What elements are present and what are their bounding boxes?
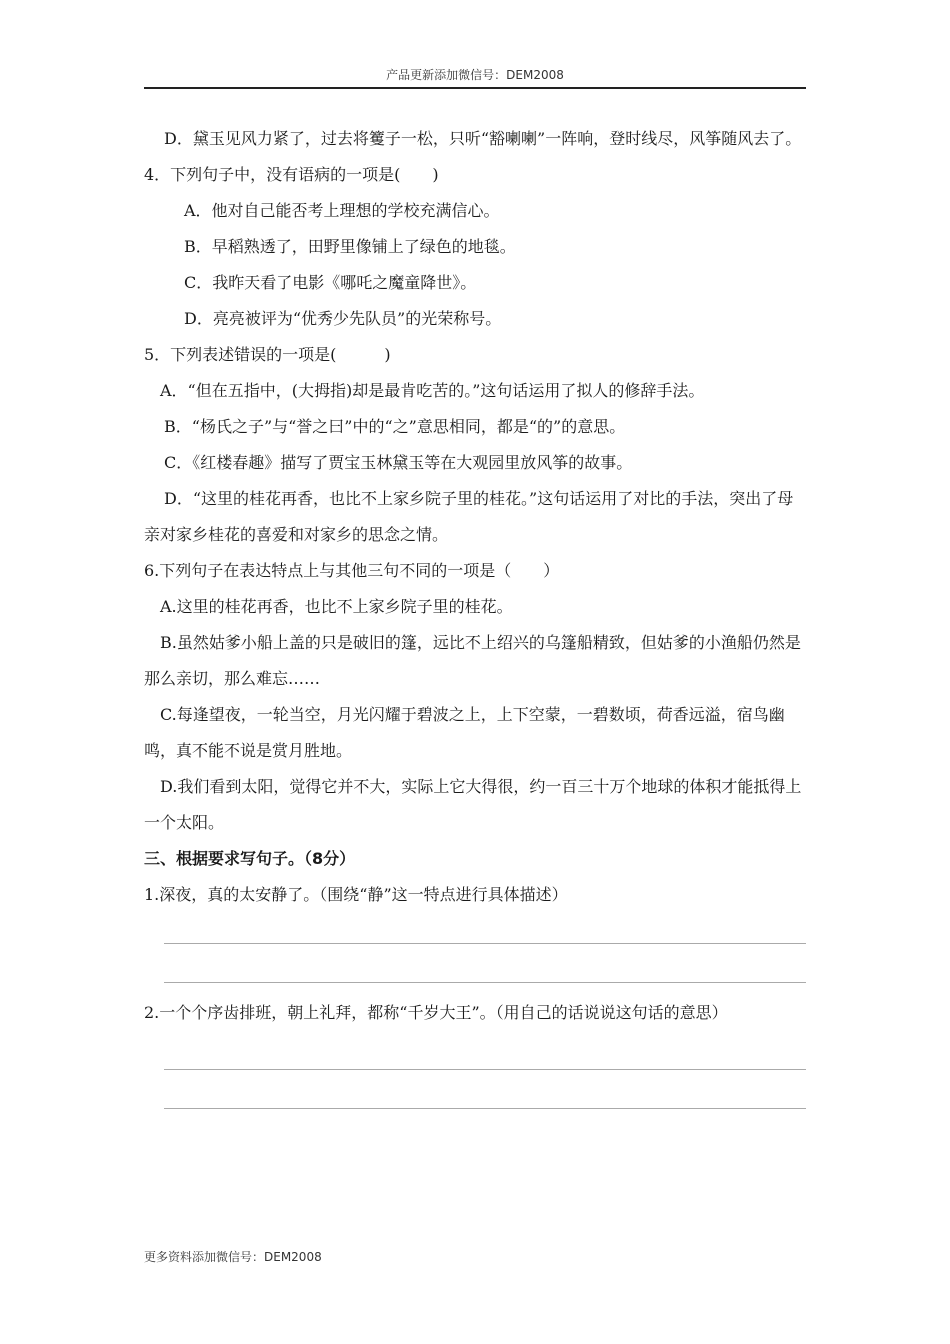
q6-option-d: D.我们看到太阳，觉得它并不大，实际上它大得很，约一百三十万个地球的体积才能抵得上一个太阳。 — [144, 777, 802, 832]
answer-line-4[interactable] — [164, 1108, 806, 1109]
q5-option-d: D．“这里的桂花再香，也比不上家乡院子里的桂花。”这句话运用了对比的手法，突出了母亲对家乡桂花的喜爱和对家乡的思念之情。 — [144, 489, 794, 544]
q6-option-a: A.这里的桂花再香，也比不上家乡院子里的桂花。 — [160, 597, 513, 616]
q5-stem: 5．下列表述错误的一项是( ) — [144, 345, 391, 364]
q6-option-b: B.虽然姑爹小船上盖的只是破旧的篷，远比不上绍兴的乌篷船精致，但姑爹的小渔船仍然是那么亲切，那么难忘…… — [144, 633, 801, 688]
section-3-question-1: 1.深夜，真的太安静了。（围绕“静”这一特点进行具体描述） — [144, 885, 568, 904]
header-divider — [144, 87, 806, 89]
section-3-question-2: 2.一个个序齿排班，朝上礼拜，都称“千岁大王”。（用自己的话说说这句话的意思） — [144, 1003, 728, 1022]
q4-option-a: A．他对自己能否考上理想的学校充满信心。 — [184, 201, 500, 220]
q6-stem: 6.下列句子在表达特点上与其他三句不同的一项是（ ） — [144, 561, 560, 580]
q5-option-c: C．《红楼春趣》描写了贾宝玉林黛玉等在大观园里放风筝的故事。 — [164, 453, 633, 472]
page-footer: 更多资料添加微信号：DEM2008 — [144, 1250, 322, 1264]
q4-stem: 4．下列句子中，没有语病的一项是( ) — [144, 165, 439, 184]
q6-option-c: C.每逢望夜，一轮当空，月光闪耀于碧波之上，上下空蒙，一碧数顷，荷香远溢，宿鸟幽鸣，真不能不说是赏月胜地。 — [144, 705, 785, 760]
q5-option-a: A．“但在五指中，(大拇指)却是最肯吃苦的。”这句话运用了拟人的修辞手法。 — [160, 381, 705, 400]
q3-option-d: D．黛玉见风力紧了，过去将籆子一松，只听“豁喇喇”一阵响，登时线尽，风筝随风去了。 — [164, 129, 802, 148]
section-3-heading: 三、根据要求写句子。（8分） — [144, 849, 356, 868]
document-body — [144, 121, 806, 1109]
q4-option-d: D．亮亮被评为“优秀少先队员”的光荣称号。 — [184, 309, 502, 328]
q4-option-c: C．我昨天看了电影《哪吒之魔童降世》。 — [184, 273, 477, 292]
page-header: 产品更新添加微信号：DEM2008 — [386, 68, 564, 82]
q4-option-b: B．早稻熟透了，田野里像铺上了绿色的地毯。 — [184, 237, 516, 256]
q5-option-b: B．“杨氏之子”与“誉之曰”中的“之”意思相同，都是“的”的意思。 — [164, 417, 626, 436]
